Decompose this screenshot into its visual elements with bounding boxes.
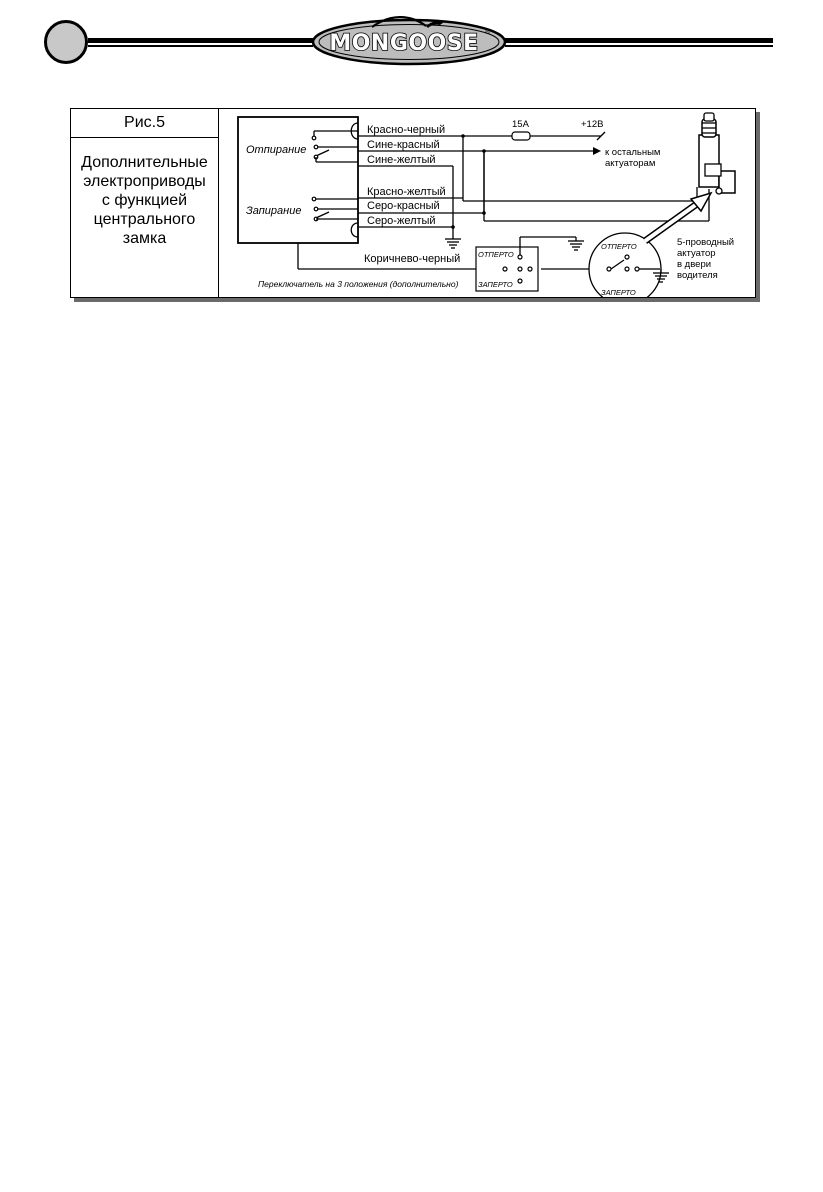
wire-label-blue-yellow: Сине-желтый xyxy=(367,154,436,166)
ground-icon xyxy=(445,233,461,248)
other-actuators-label: к остальным xyxy=(605,147,661,158)
wire-label-red-yellow: Красно-желтый xyxy=(367,186,446,198)
header-rule xyxy=(0,0,823,80)
figure-number: Рис.5 xyxy=(71,109,218,138)
caption-line: Дополнительные xyxy=(81,154,208,171)
alarm-module xyxy=(238,117,358,243)
caption-line: электроприводы xyxy=(83,173,206,190)
wire-label-blue-red: Сине-красный xyxy=(367,139,440,151)
wiring-diagram xyxy=(71,109,755,297)
switch-unlocked-label: ОТПЕРТО xyxy=(478,250,514,259)
registered-mark: ® xyxy=(485,29,491,36)
actuator-desc: 5-проводный xyxy=(677,237,735,248)
page-number-badge xyxy=(44,20,88,64)
actuator-desc: актуатор xyxy=(677,248,716,259)
power-label: +12В xyxy=(581,119,604,130)
unlock-relay-label: Отпирание xyxy=(246,144,307,156)
caption-line: замка xyxy=(122,230,167,247)
actuator-desc: в двери xyxy=(677,259,712,270)
mongoose-logo xyxy=(313,17,505,64)
switch-locked-label: ЗАПЕРТО xyxy=(478,280,513,289)
figure-5 xyxy=(70,108,756,298)
wire-label-gray-red: Серо-красный xyxy=(367,200,440,212)
actuator-locked-label: ЗАПЕРТО xyxy=(601,288,636,297)
brand-name: MONGOOSE xyxy=(329,31,479,56)
fuse-icon xyxy=(512,132,530,140)
switch-caption: Переключатель на 3 положения (дополнительно) xyxy=(258,279,459,289)
other-actuators-label: актуаторам xyxy=(605,158,656,169)
wire-label-red-black: Красно-черный xyxy=(367,124,446,136)
page-header xyxy=(0,0,823,80)
door-actuator-icon xyxy=(699,113,735,194)
lock-relay-label: Запирание xyxy=(246,205,302,217)
wire-label-gray-yellow: Серо-желтый xyxy=(367,215,436,227)
wire-label-brown-black: Коричнево-черный xyxy=(364,253,461,265)
fuse-label: 15A xyxy=(512,119,529,130)
actuator-desc: водителя xyxy=(677,270,718,281)
actuator-unlocked-label: ОТПЕРТО xyxy=(601,242,637,251)
caption-line: центрального xyxy=(93,211,196,228)
caption-line: с функцией xyxy=(101,192,188,209)
